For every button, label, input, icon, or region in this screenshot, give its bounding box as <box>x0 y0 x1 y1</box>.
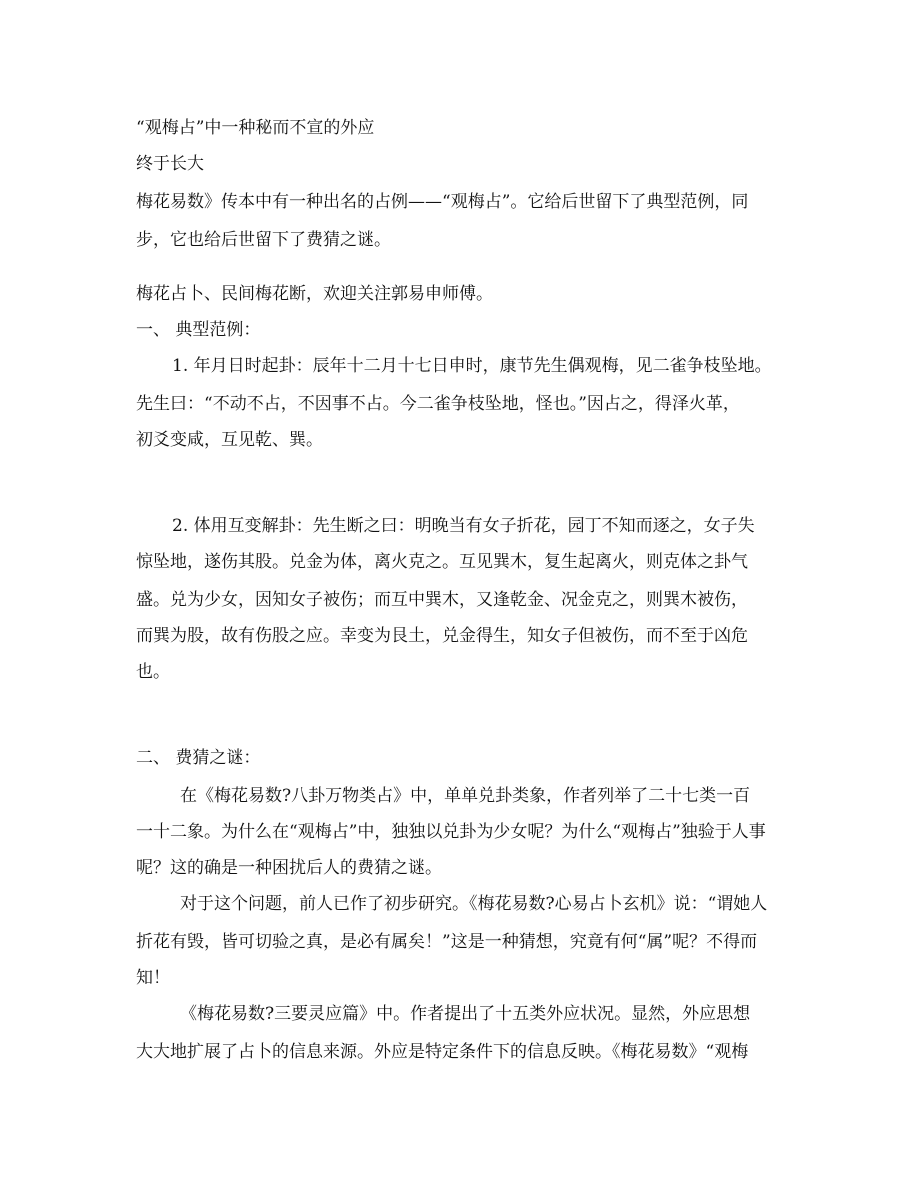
paragraph-line: 梅花占卜、民间梅花断，欢迎关注郭易申师傅。 <box>136 284 493 304</box>
paragraph-line: 一十二象。为什么在“观梅占”中，独独以兑卦为少女呢？为什么“观梅占”独验于人事 <box>136 822 766 842</box>
paragraph-line: 先生曰：“不动不占，不因事不占。今二雀争枝坠地，怪也。”因占之，得泽火革， <box>136 394 740 414</box>
paragraph-line: 折花有毁，皆可切验之真，是必有属矣！”这是一种猜想，究竟有何“属”呢？不得而 <box>136 932 758 952</box>
document-title: “观梅占”中一种秘而不宣的外应 <box>136 118 375 138</box>
paragraph-line: 初爻变咸，互见乾、巽。 <box>136 430 323 450</box>
paragraph-line: 也。 <box>136 662 170 682</box>
paragraph-line: 2. 体用互变解卦：先生断之曰：明晚当有女子折花，园丁不知而逐之，女子失 <box>172 516 755 536</box>
paragraph-line: 知！ <box>136 968 170 988</box>
paragraph-line: 1. 年月日时起卦：辰年十二月十七日申时，康节先生偶观梅，见二雀争枝坠地。 <box>172 356 772 376</box>
section-heading-2: 二、 费猜之谜： <box>136 748 261 768</box>
paragraph-line: 梅花易数》传本中有一种出名的占例——“观梅占”。它给后世留下了典型范例，同 <box>136 192 749 212</box>
paragraph-line: 在《梅花易数?八卦万物类占》中，单单兑卦类象，作者列举了二十七类一百 <box>180 786 751 806</box>
paragraph-line: 盛。兑为少女，因知女子被伤；而互中巽木，又逢乾金、况金克之，则巽木被伤， <box>136 590 748 610</box>
paragraph-line: 步，它也给后世留下了费猜之谜。 <box>136 230 391 250</box>
document-subtitle: 终于长大 <box>136 154 204 174</box>
paragraph-line: 《梅花易数?三要灵应篇》中。作者提出了十五类外应状况。显然，外应思想 <box>180 1004 751 1024</box>
paragraph-line: 惊坠地，遂伤其股。兑金为体，离火克之。互见巽木，复生起离火，则克体之卦气 <box>136 552 748 572</box>
paragraph-line: 呢？这的确是一种困扰后人的费猜之谜。 <box>136 858 442 878</box>
paragraph-line: 对于这个问题，前人已作了初步研究。《梅花易数?心易占卜玄机》说：“谓她人 <box>180 894 768 914</box>
section-heading-1: 一、 典型范例： <box>136 320 261 340</box>
paragraph-line: 大大地扩展了占卜的信息来源。外应是特定条件下的信息反映。《梅花易数》“观梅 <box>136 1042 749 1062</box>
paragraph-line: 而巽为股，故有伤股之应。幸变为艮土，兑金得生，知女子但被伤，而不至于凶危 <box>136 626 748 646</box>
